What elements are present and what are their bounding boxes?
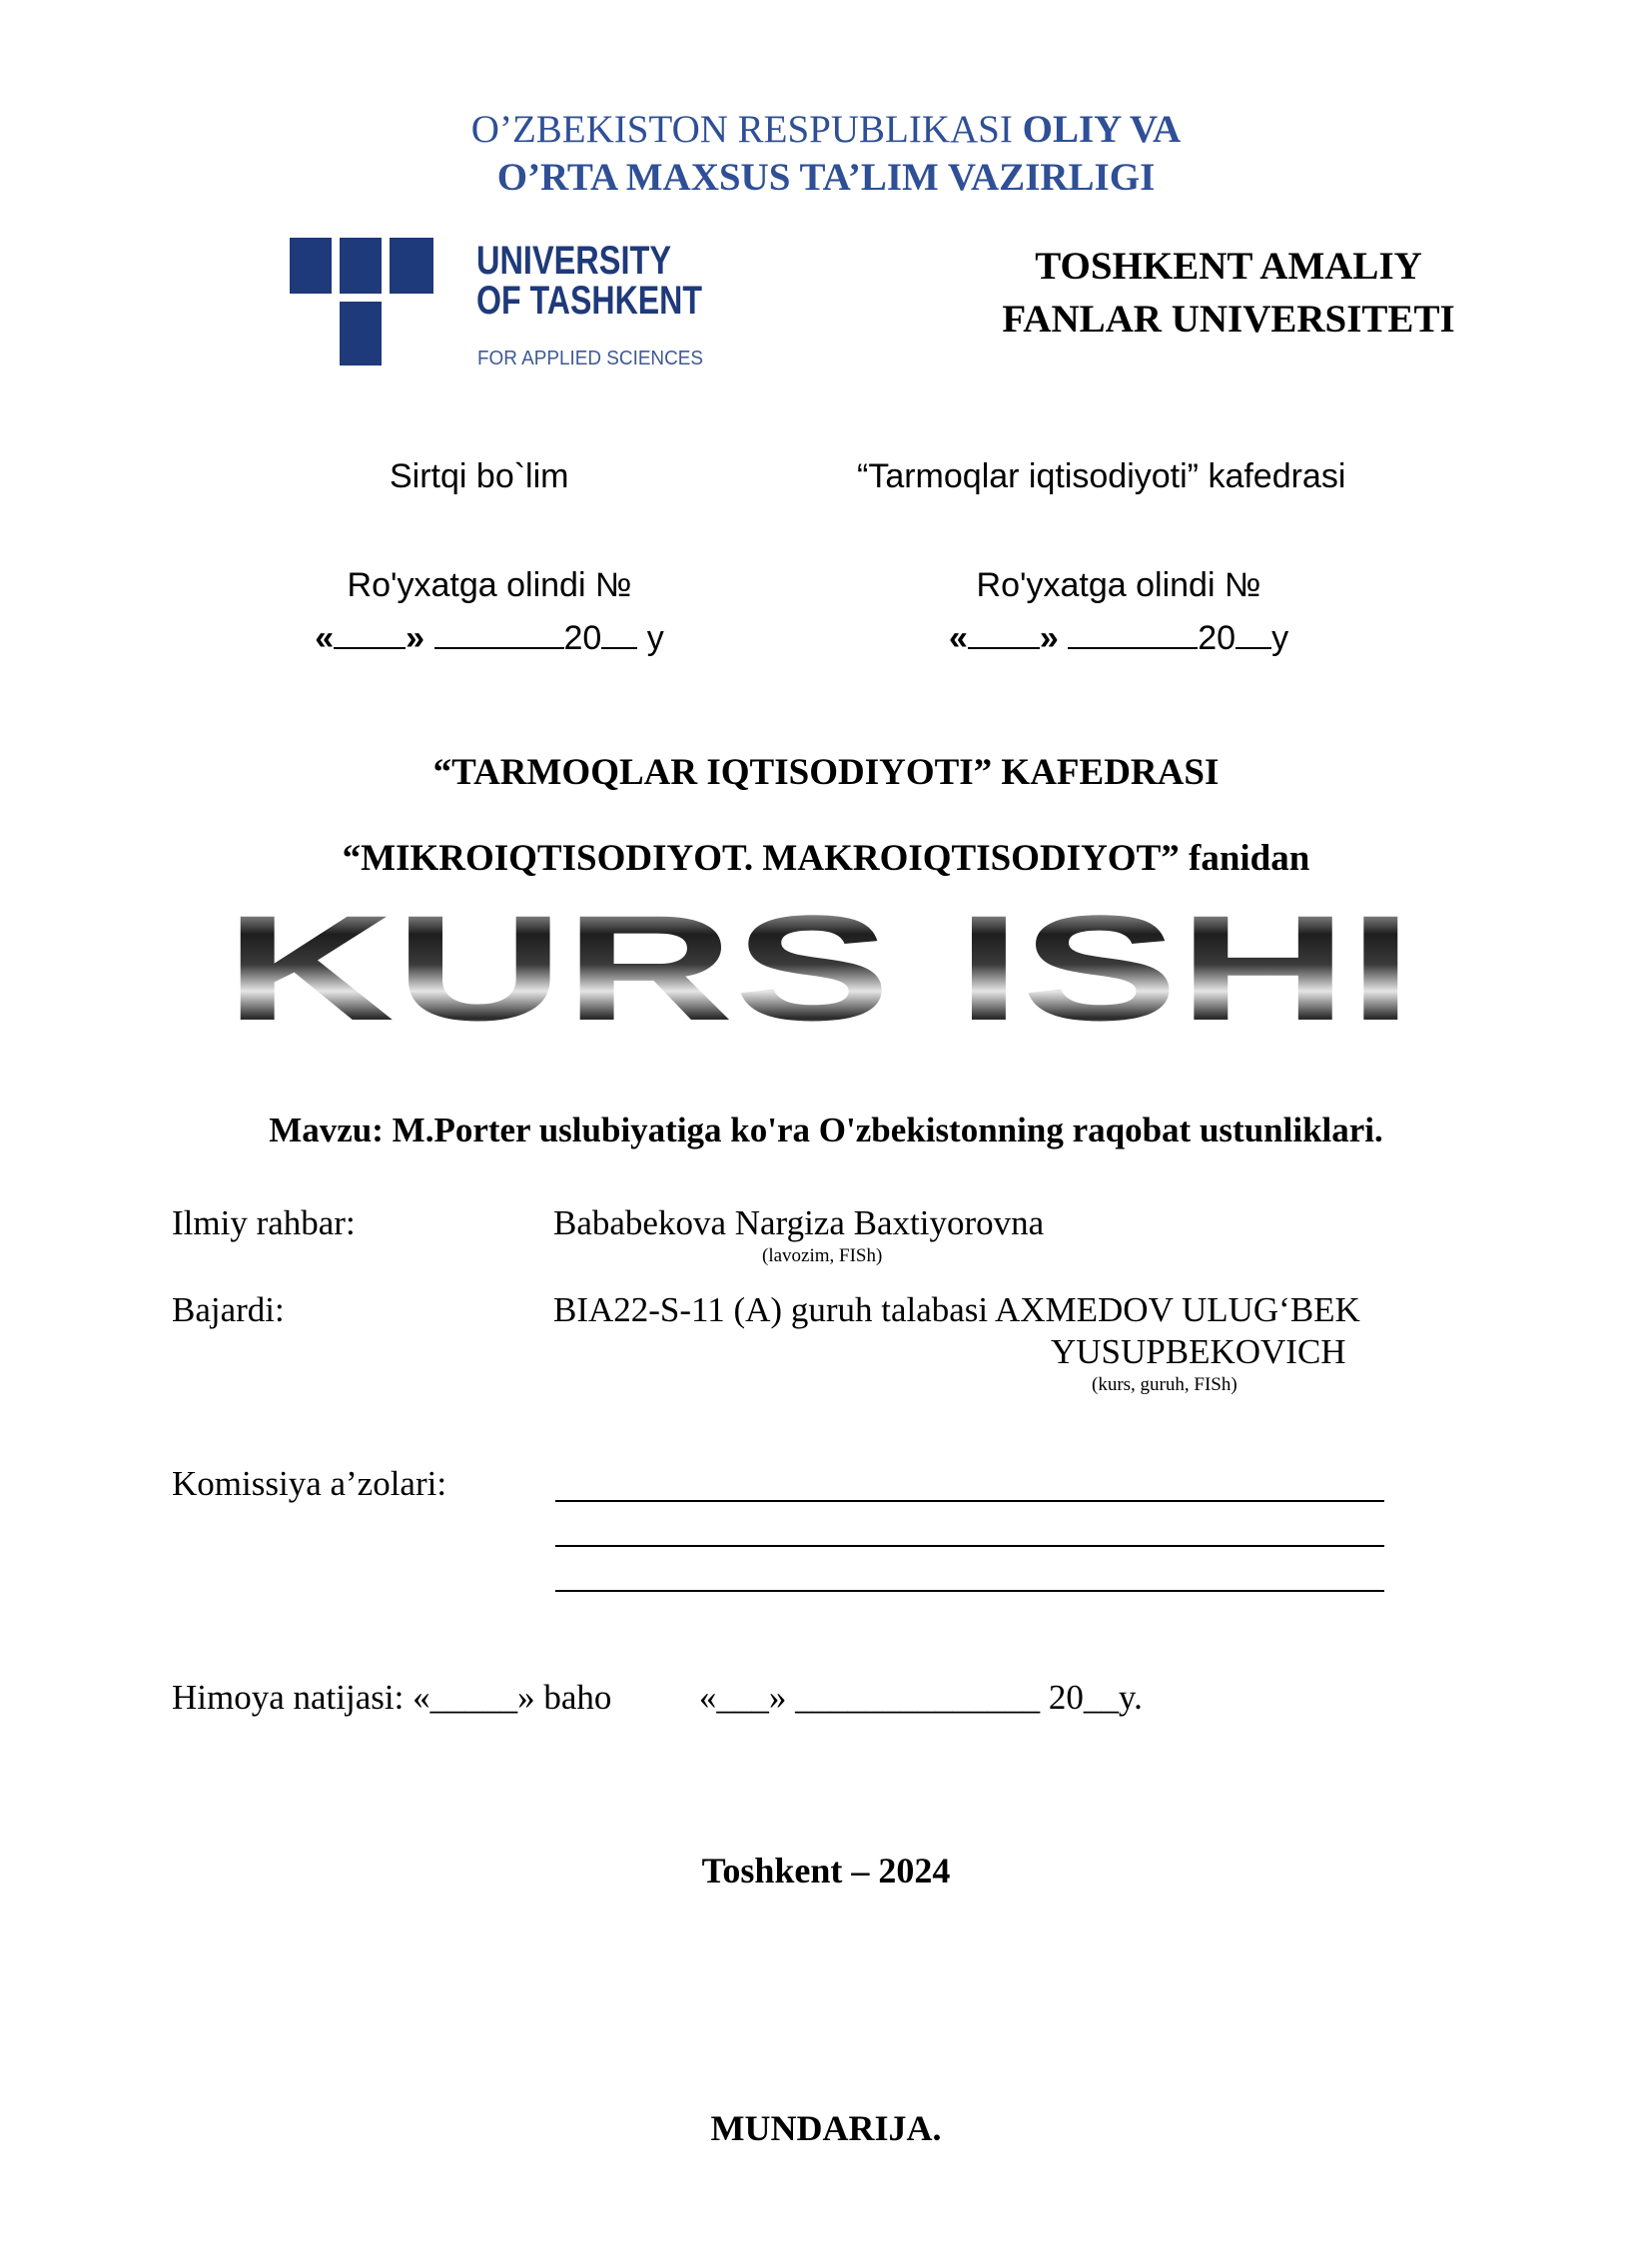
commission-label: Komissiya a’zolari: xyxy=(172,1464,447,1503)
subject-title: “MIKROIQTISODIYOT. MAKROIQTISODIYOT” fanidan xyxy=(342,838,1310,879)
registration-date-line: « » 20 y xyxy=(315,619,664,657)
city-year: Toshkent – 2024 xyxy=(701,1851,951,1890)
logo-block-4 xyxy=(340,302,382,366)
performer-line1: BIA22-S-11 (A) guruh talabasi AXMEDOV ULUG‘BEK xyxy=(553,1290,1360,1329)
commission-line-3 xyxy=(555,1590,1384,1592)
logo-text-university: UNIVERSITY xyxy=(476,239,672,283)
supervisor-name: Bababekova Nargiza Baxtiyorovna xyxy=(553,1203,1045,1242)
kurs-ishi-title xyxy=(225,884,1413,1052)
registration-right xyxy=(929,559,1308,665)
logo-block-3 xyxy=(390,238,433,294)
supervisor-hint: (lavozim, FISh) xyxy=(762,1245,883,1266)
performer-hint: (kurs, guruh, FISh) xyxy=(1092,1374,1238,1395)
ministry-line2: O’RTA MAXSUS TA’LIM VAZIRLIGI xyxy=(496,156,1156,199)
logo-block-1 xyxy=(290,238,332,294)
registration-date-line: « » 20 y xyxy=(948,619,1289,657)
commission-line-2 xyxy=(555,1545,1384,1547)
kurs-ishi-text: KURS ISHI xyxy=(225,884,1413,1052)
registration-label: Ro'yxatga olindi № xyxy=(347,566,632,604)
kafedra-title: “TARMOQLAR IQTISODIYOTI” KAFEDRASI xyxy=(432,752,1220,793)
performer-label: Bajardi: xyxy=(172,1290,285,1329)
supervisor-label: Ilmiy rahbar: xyxy=(172,1203,356,1242)
topic-title: Mavzu: M.Porter uslubiyatiga ko'ra O'zbekistonning raqobat ustunliklari. xyxy=(269,1111,1383,1149)
performer-line2: YUSUPBEKOVICH xyxy=(1051,1332,1346,1371)
university-name xyxy=(959,240,1498,346)
department-left: Sirtqi bo`lim xyxy=(390,457,569,495)
ministry-title xyxy=(0,106,1652,202)
defense-result: Himoya natijasi: «_____» baho «___» ______________ 20__y. xyxy=(172,1678,1143,1717)
logo-text-of-tashkent: OF TASHKENT xyxy=(476,279,702,323)
department-right: “Tarmoqlar iqtisodiyoti” kafedrasi xyxy=(857,457,1346,495)
registration-left xyxy=(300,559,679,665)
university-name-line2: FANLAR UNIVERSITETI xyxy=(1002,298,1455,341)
university-name-line1: TOSHKENT AMALIY xyxy=(1035,245,1422,288)
contents-heading: MUNDARIJA. xyxy=(710,2108,942,2148)
university-logo xyxy=(290,238,729,373)
logo-text-applied-sciences: FOR APPLIED SCIENCES xyxy=(477,348,703,370)
ministry-line1-normal: O’ZBEKISTON RESPUBLIKASI xyxy=(470,108,1023,151)
logo-block-2 xyxy=(340,238,382,294)
ministry-line1-bold: OLIY VA xyxy=(1022,108,1182,151)
registration-label: Ro'yxatga olindi № xyxy=(976,566,1261,604)
commission-line-1 xyxy=(555,1500,1384,1502)
